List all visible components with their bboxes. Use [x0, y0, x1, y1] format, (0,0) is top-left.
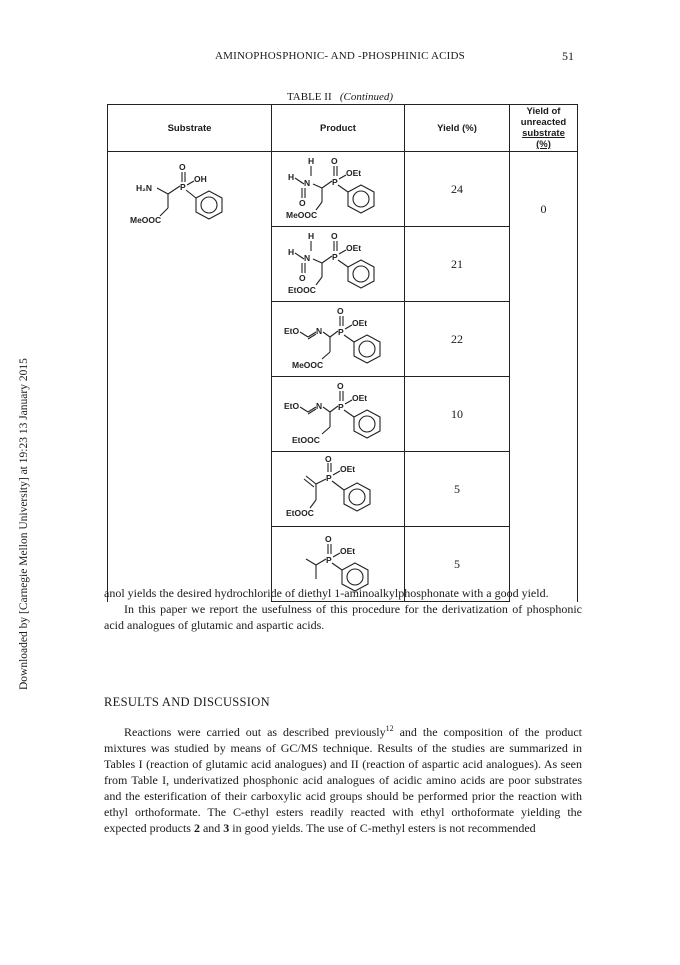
yield-cell: 10 [405, 377, 510, 452]
product-n-label: N [304, 253, 311, 263]
product-p-label: P [338, 327, 344, 337]
running-title: AMINOPHOSPHONIC- AND -PHOSPHINIC ACIDS [215, 50, 465, 62]
header-substrate: Substrate [108, 105, 272, 152]
product-structure [282, 229, 394, 299]
results-text-and: and [199, 821, 224, 835]
product-oet-label: OEt [352, 393, 368, 403]
body-paragraph-continued [104, 585, 582, 633]
product-structure [282, 304, 394, 374]
product-structure [282, 379, 394, 449]
product-p-o-label: O [337, 381, 344, 391]
product-p-o-label: O [325, 534, 332, 544]
product-nh-label: H [308, 156, 315, 166]
product-cell [272, 452, 405, 527]
results-table [107, 104, 578, 602]
substrate-cell [108, 152, 272, 602]
section-heading: RESULTS AND DISCUSSION [104, 695, 270, 709]
table-row [108, 152, 578, 227]
substrate-p-label: P [179, 182, 186, 192]
product-ester-label: MeOOC [286, 210, 318, 220]
results-paragraph [104, 724, 582, 836]
reference-superscript: 12 [385, 724, 394, 733]
substrate-oh-label: OH [193, 174, 207, 184]
product-p-label: P [332, 252, 338, 262]
product-ester-label: EtOOC [286, 508, 314, 518]
yield-cell: 5 [405, 452, 510, 527]
product-oet-label: OEt [346, 243, 362, 253]
product-p-o-label: O [331, 156, 338, 166]
product-p-o-label: O [337, 306, 344, 316]
product-cell [272, 227, 405, 302]
results-text-1: Reactions were carried out as described previously [124, 725, 386, 739]
substrate-o-label: O [178, 162, 186, 172]
product-h-label: H [288, 172, 295, 182]
product-eto-label: EtO [284, 326, 300, 336]
results-text-3: in good yields. The use of C-methyl esters is not recommended [229, 821, 536, 835]
header-unreacted-line2: unreacted [520, 117, 567, 128]
product-oet-label: OEt [352, 318, 368, 328]
product-structure [282, 454, 394, 524]
product-h-label: H [288, 247, 295, 257]
substrate-ester-label: MeOOC [129, 215, 161, 225]
product-formyl-o-label: O [299, 198, 306, 208]
table-header-row [108, 105, 578, 152]
substrate-structure [130, 160, 250, 230]
yield-cell: 24 [405, 152, 510, 227]
results-text [104, 724, 582, 836]
product-n-label: N [316, 401, 323, 411]
product-cell [272, 152, 405, 227]
yield-cell: 22 [405, 302, 510, 377]
substrate-amine-label: H₂N [135, 183, 152, 193]
product-p-label: P [332, 177, 338, 187]
product-formyl-o-label: O [299, 273, 306, 283]
product-p-o-label: O [331, 231, 338, 241]
table-caption-main: TABLE II [286, 91, 332, 103]
product-p-label: P [326, 555, 332, 565]
paragraph-continue: anol yields the desired hydrochloride of diethyl 1-aminoalkylphosphonate with a good yield. [104, 586, 549, 600]
product-oet-label: OEt [340, 546, 356, 556]
unreacted-cell: 0 [510, 152, 578, 602]
header-product: Product [272, 105, 405, 152]
yield-cell: 21 [405, 227, 510, 302]
product-ester-label: EtOOC [292, 435, 320, 445]
product-cell [272, 302, 405, 377]
product-eto-label: EtO [284, 401, 300, 411]
header-unreacted-line3: substrate (%) [522, 128, 565, 150]
product-oet-label: OEt [340, 464, 356, 474]
product-p-label: P [338, 402, 344, 412]
table-caption-sub: (Continued) [339, 91, 394, 103]
page-number: 51 [562, 49, 574, 63]
product-nh-label: H [308, 231, 315, 241]
product-ester-label: MeOOC [292, 360, 324, 370]
header-unreacted-line1: Yield of [526, 106, 561, 117]
product-n-label: N [304, 178, 311, 188]
yield-cell: 5 [405, 527, 510, 602]
product-cell [272, 377, 405, 452]
paragraph-intro: In this paper we report the usefulness of this procedure for the derivatization of phosphonic acid analogues of glutamic and aspartic acids. [104, 602, 582, 632]
product-structure [282, 154, 394, 224]
compound-ref-3: 3 [223, 821, 230, 835]
table-caption [0, 91, 680, 103]
product-p-label: P [326, 473, 332, 483]
product-oet-label: OEt [346, 168, 362, 178]
product-ester-label: EtOOC [288, 285, 316, 295]
header-unreacted [510, 105, 578, 152]
download-note: Downloaded by [Carnegie Mellon University] at 19:23 13 January 2015 [18, 358, 30, 690]
header-yield: Yield (%) [405, 105, 510, 152]
compound-ref-2: 2 [193, 821, 200, 835]
product-n-label: N [316, 326, 323, 336]
results-text-2: and the composition of the product mixtures was studied by means of GC/MS technique. Results of the studies are summarized in Tables I (reaction of glutamic acid analogues) and II (reaction of aspartic acid analogues). As seen from Table I, underivatized phosphonic acid analogues of acidic amino acids are poor substrates and the esterification of their carboxylic acid groups should be performed prior the reaction with ethyl orthoformate. The C-ethyl esters readily reacted with ethyl orthoformate yielding the expected products [104, 725, 582, 835]
product-p-o-label: O [325, 454, 332, 464]
